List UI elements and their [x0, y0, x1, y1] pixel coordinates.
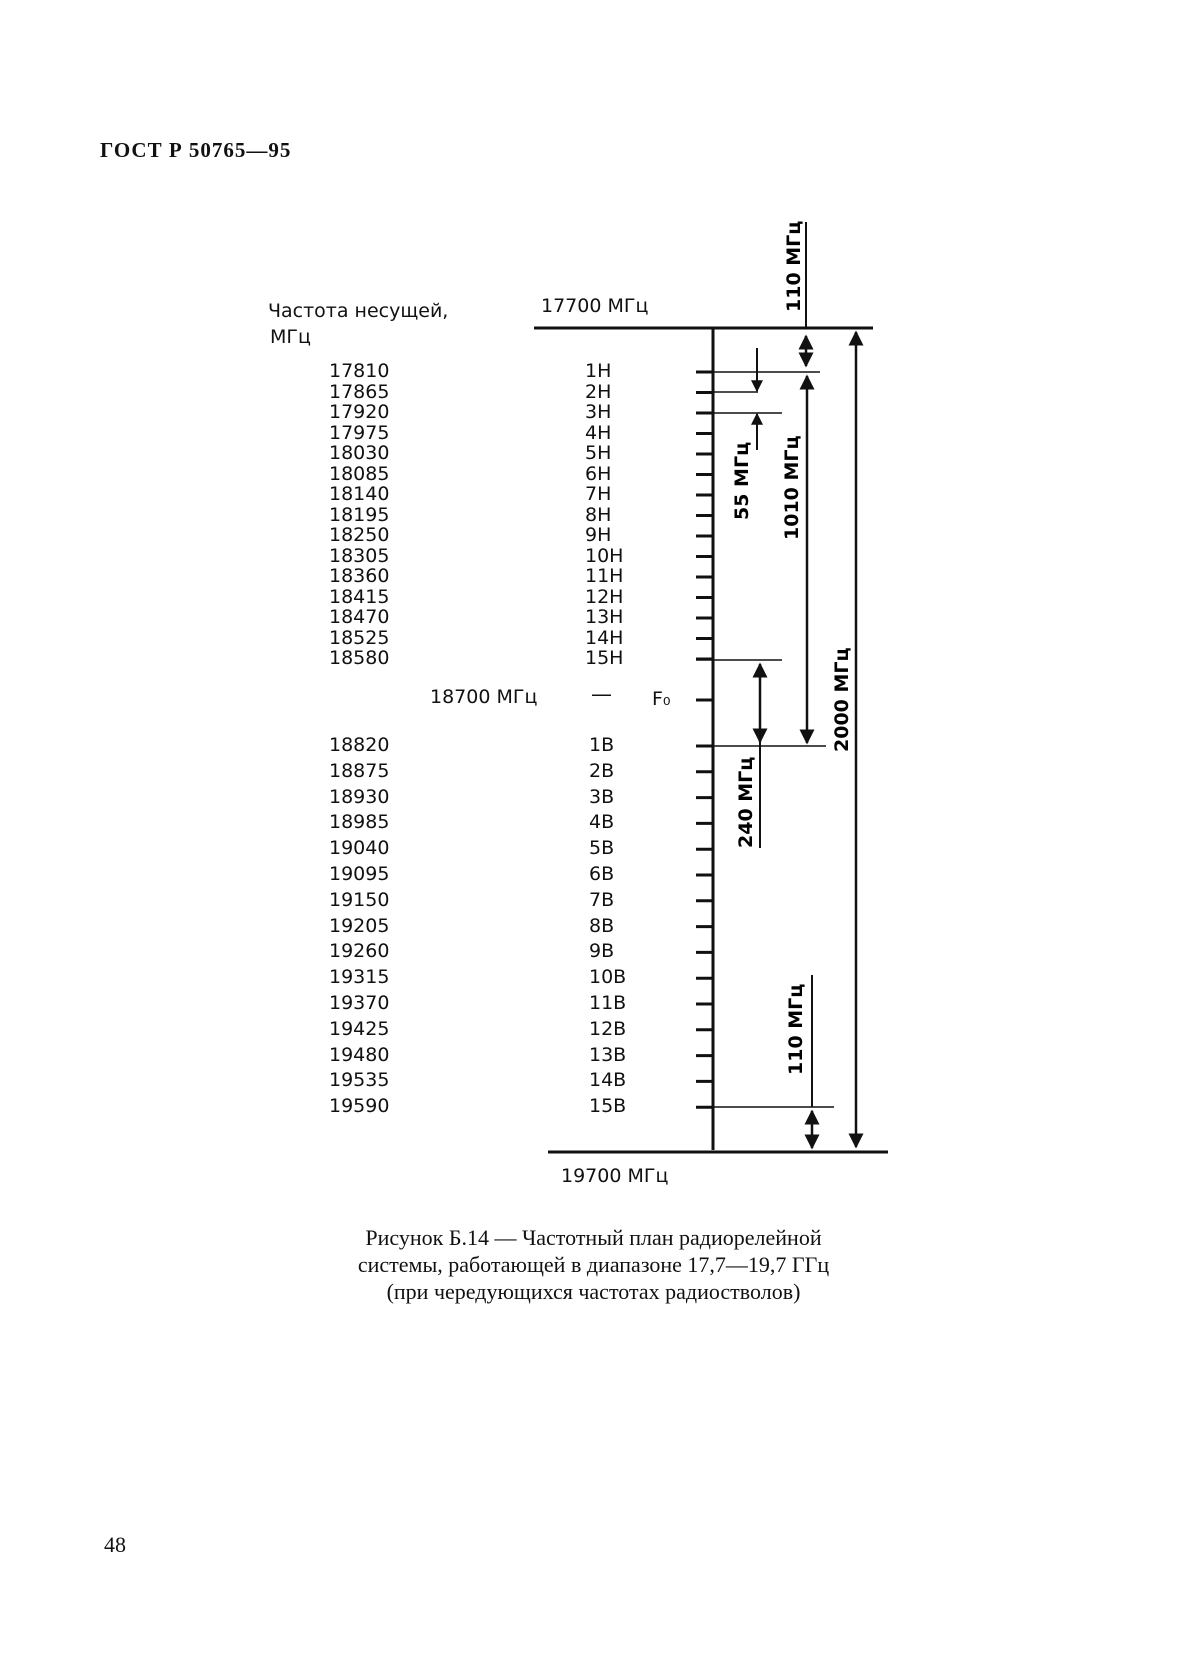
column-header-unit: МГц — [270, 326, 311, 348]
channel-frequency: 18030 — [329, 442, 390, 464]
channel-label: 4В — [589, 811, 615, 834]
channel-frequency: 18195 — [329, 503, 390, 526]
center-gap-label: 240 МГц — [735, 756, 757, 848]
channel-label: 13Н — [585, 606, 624, 628]
channel-frequency: 18470 — [329, 606, 390, 628]
column-header: Частота несущей, — [268, 300, 449, 322]
caption-line-2: системы, работающей в диапазоне 17,7—19,7 ГГц — [357, 1252, 830, 1277]
document-code: ГОСТ Р 50765—95 — [100, 138, 292, 162]
channel-label: 5В — [589, 837, 615, 860]
channel-frequency: 19590 — [329, 1095, 390, 1118]
channel-frequency: 19425 — [329, 1017, 390, 1040]
channel-label: 11Н — [585, 565, 624, 587]
channel-label: 8В — [589, 914, 615, 937]
channel-frequency: 17865 — [329, 380, 390, 403]
channel-frequency: 18305 — [329, 544, 390, 567]
channel-label: 10В — [589, 966, 627, 989]
bottom-guard-label: 110 МГц — [785, 983, 807, 1075]
figure-caption — [0, 1224, 1187, 1305]
channel-label: 7Н — [585, 483, 612, 505]
channel-frequency: 18525 — [329, 626, 390, 649]
channel-frequency: 19315 — [329, 966, 390, 989]
channel-frequency: 17920 — [329, 401, 390, 423]
channel-label: 2В — [589, 759, 615, 782]
channel-label: 10Н — [585, 544, 624, 567]
channel-label: 14В — [589, 1069, 627, 1092]
page-number: 48 — [104, 1532, 126, 1557]
center-f0-label: F₀ — [652, 688, 671, 710]
channel-frequency: 19150 — [329, 888, 390, 911]
channel-label: 11В — [589, 992, 627, 1014]
channel-label: 5Н — [585, 442, 612, 464]
bottom-limit-label: 19700 МГц — [561, 1165, 669, 1187]
total-span-label: 2000 МГц — [831, 647, 853, 752]
center-dash: — — [591, 682, 612, 706]
channel-label: 7В — [589, 888, 615, 911]
top-guard-label: 110 МГц — [783, 220, 805, 312]
channel-frequency: 17975 — [329, 421, 390, 444]
channel-frequency: 18360 — [329, 565, 390, 587]
channel-label: 9В — [589, 940, 615, 963]
channel-frequency: 17810 — [329, 360, 390, 382]
channel-label: 14Н — [585, 626, 624, 649]
channel-ticks — [696, 372, 713, 1107]
channel-frequency: 18820 — [329, 734, 390, 756]
channel-label: 12В — [589, 1017, 627, 1040]
channel-label: 9Н — [585, 524, 612, 546]
center-frequency-label: 18700 МГц — [430, 686, 538, 708]
channel-frequency: 18085 — [329, 462, 390, 485]
channel-frequency: 19535 — [329, 1069, 390, 1092]
span-to-center-label: 1010 МГц — [781, 435, 803, 540]
channel-label: 6В — [589, 863, 615, 885]
channel-frequency: 19040 — [329, 837, 390, 860]
channel-frequency: 18930 — [329, 785, 390, 808]
channel-frequency: 19370 — [329, 992, 390, 1014]
channel-frequency: 18985 — [329, 811, 390, 834]
channel-frequency: 19095 — [329, 863, 390, 885]
spacing-label: 55 МГц — [731, 441, 753, 520]
channel-label: 1В — [589, 734, 615, 756]
channel-frequency: 18250 — [329, 524, 390, 546]
top-limit-label: 17700 МГц — [541, 295, 649, 317]
caption-line-3: (при чередующихся частотах радиостволов) — [386, 1279, 801, 1304]
channel-label: 3В — [589, 785, 615, 808]
channel-frequency: 19480 — [329, 1043, 390, 1066]
channel-label: 4Н — [585, 421, 612, 444]
channel-frequency: 18140 — [329, 483, 390, 505]
channel-label: 8Н — [585, 503, 612, 526]
channel-frequency: 18415 — [329, 585, 390, 608]
channel-label: 13В — [589, 1043, 627, 1066]
channel-frequency: 18875 — [329, 759, 390, 782]
channel-frequency: 19260 — [329, 940, 390, 963]
channel-label: 6Н — [585, 462, 612, 485]
channel-label: 15Н — [585, 647, 624, 669]
channel-frequency: 18580 — [329, 647, 390, 669]
channel-label: 1Н — [585, 360, 612, 382]
channel-label: 15В — [589, 1095, 627, 1118]
caption-line-1: Рисунок Б.14 — Частотный план радиорелейной — [365, 1225, 822, 1250]
channel-frequency: 19205 — [329, 914, 390, 937]
channel-label: 2Н — [585, 380, 612, 403]
channel-label: 3Н — [585, 401, 612, 423]
channel-label: 12Н — [585, 585, 624, 608]
